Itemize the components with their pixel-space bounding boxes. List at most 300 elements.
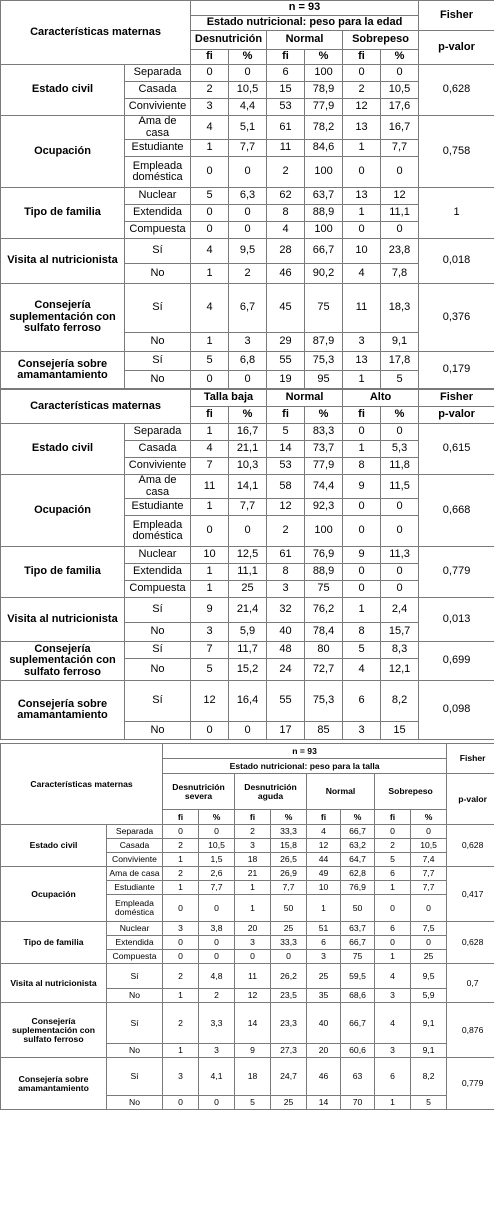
value-cell: 76,2 [305, 598, 343, 623]
pvalue-header: p-valor [419, 31, 494, 65]
value-cell: 48 [267, 642, 305, 659]
value-cell: 27,3 [271, 1044, 307, 1058]
value-cell: 24 [267, 659, 305, 681]
value-cell: 3 [375, 989, 411, 1003]
value-cell: 0 [381, 499, 419, 516]
value-cell: 60,6 [341, 1044, 375, 1058]
value-cell: 8,3 [381, 642, 419, 659]
value-cell: 8 [267, 564, 305, 581]
value-cell: 0 [343, 499, 381, 516]
pct-header: % [341, 810, 375, 825]
value-cell: 9 [343, 475, 381, 499]
value-cell: 44 [307, 853, 341, 867]
row-label: Casada [125, 82, 191, 99]
value-cell: 5,3 [381, 441, 419, 458]
pvalue-cell: 0,628 [447, 922, 494, 964]
value-cell: 33,3 [271, 825, 307, 839]
row-label: Conviviente [107, 853, 163, 867]
value-cell: 3 [229, 333, 267, 352]
value-cell: 26,9 [271, 867, 307, 881]
value-cell: 0 [229, 371, 267, 389]
value-cell: 0 [229, 65, 267, 82]
value-cell: 25 [229, 581, 267, 598]
value-cell: 78,4 [305, 623, 343, 642]
value-cell: 0 [343, 424, 381, 441]
value-cell: 88,9 [305, 564, 343, 581]
fi-header: fi [191, 50, 229, 65]
value-cell: 5 [191, 659, 229, 681]
value-cell: 2,6 [199, 867, 235, 881]
row-label: Nuclear [125, 188, 191, 205]
value-cell: 40 [267, 623, 305, 642]
value-cell: 11,5 [381, 475, 419, 499]
value-cell: 11,1 [229, 564, 267, 581]
value-cell: 12,1 [381, 659, 419, 681]
value-cell: 6,3 [229, 188, 267, 205]
fisher-header: Fisher [419, 1, 494, 31]
section-label: Consejería suplementación con sulfato ferroso [1, 284, 125, 352]
value-cell: 74,4 [305, 475, 343, 499]
value-cell: 32 [267, 598, 305, 623]
value-cell: 12 [307, 839, 341, 853]
fi-header: fi [375, 810, 411, 825]
value-cell: 3 [191, 623, 229, 642]
value-cell: 61 [267, 116, 305, 140]
value-cell: 3 [343, 722, 381, 740]
section-label: Consejería sobre amamantamiento [1, 681, 125, 740]
value-cell: 46 [267, 264, 305, 284]
value-cell: 3 [235, 839, 271, 853]
value-cell: 1 [343, 205, 381, 222]
value-cell: 6 [375, 1058, 411, 1096]
value-cell: 23,5 [271, 989, 307, 1003]
value-cell: 90,2 [305, 264, 343, 284]
value-cell: 61 [267, 547, 305, 564]
value-cell: 17,8 [381, 352, 419, 371]
value-cell: 62,8 [341, 867, 375, 881]
pvalue-header: p-valor [419, 407, 494, 424]
value-cell: 7,7 [229, 499, 267, 516]
pct-header: % [229, 50, 267, 65]
value-cell: 9,5 [411, 964, 447, 989]
row-label: Casada [107, 839, 163, 853]
value-cell: 7,4 [411, 853, 447, 867]
section-label: Tipo de familia [1, 547, 125, 598]
value-cell: 7,7 [381, 140, 419, 157]
value-cell: 0 [191, 205, 229, 222]
section-label: Consejería suplementación con sulfato ferroso [1, 1003, 107, 1058]
value-cell: 78,2 [305, 116, 343, 140]
fi-header: fi [267, 407, 305, 424]
value-cell: 15,8 [271, 839, 307, 853]
value-cell: 7 [191, 458, 229, 475]
value-cell: 10,5 [381, 82, 419, 99]
row-label: Extendida [125, 205, 191, 222]
section-label: Ocupación [1, 475, 125, 547]
row-label: Ama de casa [125, 475, 191, 499]
value-cell: 5 [267, 424, 305, 441]
value-cell: 17 [267, 722, 305, 740]
row-label: Sí [107, 1058, 163, 1096]
pct-header: % [305, 50, 343, 65]
row-label: Casada [125, 441, 191, 458]
row-label: No [125, 264, 191, 284]
value-cell: 49 [307, 867, 341, 881]
group-header: Normal [267, 390, 343, 407]
value-cell: 1,5 [199, 853, 235, 867]
row-label: Separada [125, 424, 191, 441]
value-cell: 8 [267, 205, 305, 222]
value-cell: 6,8 [229, 352, 267, 371]
pvalue-cell: 0,779 [447, 1058, 494, 1110]
value-cell: 4 [191, 284, 229, 333]
pct-header: % [305, 407, 343, 424]
value-cell: 51 [307, 922, 341, 936]
value-cell: 50 [341, 895, 375, 922]
value-cell: 100 [305, 516, 343, 547]
row-label: Compuesta [125, 222, 191, 239]
value-cell: 11,1 [381, 205, 419, 222]
value-cell: 0 [375, 895, 411, 922]
value-cell: 5 [235, 1096, 271, 1110]
value-cell: 53 [267, 458, 305, 475]
value-cell: 0 [229, 157, 267, 188]
value-cell: 0 [199, 895, 235, 922]
value-cell: 78,9 [305, 82, 343, 99]
row-label: Sí [125, 352, 191, 371]
pvalue-cell: 0,018 [419, 239, 494, 284]
value-cell: 2 [163, 964, 199, 989]
value-cell: 66,7 [341, 936, 375, 950]
value-cell: 19 [267, 371, 305, 389]
value-cell: 1 [191, 140, 229, 157]
value-cell: 10,5 [229, 82, 267, 99]
fi-header: fi [267, 50, 305, 65]
value-cell: 7 [191, 642, 229, 659]
value-cell: 3 [163, 922, 199, 936]
table-peso-edad [0, 0, 494, 389]
value-cell: 4 [343, 264, 381, 284]
value-cell: 2 [343, 82, 381, 99]
value-cell: 1 [163, 853, 199, 867]
value-cell: 1 [343, 140, 381, 157]
value-cell: 63 [341, 1058, 375, 1096]
section-label: Visita al nutricionista [1, 598, 125, 642]
value-cell: 84,6 [305, 140, 343, 157]
value-cell: 25 [411, 950, 447, 964]
row-label: No [107, 1096, 163, 1110]
value-cell: 2 [163, 839, 199, 853]
value-cell: 15,2 [229, 659, 267, 681]
value-cell: 10,5 [199, 839, 235, 853]
value-cell: 1 [307, 895, 341, 922]
value-cell: 10 [343, 239, 381, 264]
value-cell: 0 [229, 205, 267, 222]
value-cell: 35 [307, 989, 341, 1003]
value-cell: 75 [305, 284, 343, 333]
value-cell: 21 [235, 867, 271, 881]
value-cell: 0 [381, 581, 419, 598]
value-cell: 1 [375, 881, 411, 895]
value-cell: 5 [375, 853, 411, 867]
value-cell: 24,7 [271, 1058, 307, 1096]
value-cell: 83,3 [305, 424, 343, 441]
value-cell: 12 [343, 99, 381, 116]
value-cell: 13 [343, 116, 381, 140]
value-cell: 9 [343, 547, 381, 564]
value-cell: 10,3 [229, 458, 267, 475]
value-cell: 3 [163, 1058, 199, 1096]
row-label: No [125, 722, 191, 740]
row-label: Empleada doméstica [125, 516, 191, 547]
value-cell: 68,6 [341, 989, 375, 1003]
subtitle-header: Estado nutricional: peso para la talla [163, 759, 447, 774]
value-cell: 25 [307, 964, 341, 989]
pvalue-cell: 0,699 [419, 642, 494, 681]
value-cell: 1 [191, 581, 229, 598]
value-cell: 0 [163, 950, 199, 964]
value-cell: 72,7 [305, 659, 343, 681]
section-label: Tipo de familia [1, 188, 125, 239]
value-cell: 0 [381, 424, 419, 441]
section-label: Consejería sobre amamantamiento [1, 352, 125, 389]
pvalue-cell: 1 [419, 188, 494, 239]
group-header: Normal [267, 31, 343, 50]
value-cell: 10,5 [411, 839, 447, 853]
value-cell: 0 [411, 936, 447, 950]
section-label: Visita al nutricionista [1, 964, 107, 1003]
pvalue-cell: 0,668 [419, 475, 494, 547]
value-cell: 15 [381, 722, 419, 740]
value-cell: 3 [307, 950, 341, 964]
row-label: Conviviente [125, 458, 191, 475]
value-cell: 6 [375, 867, 411, 881]
row-label: Ama de casa [125, 116, 191, 140]
pct-header: % [199, 810, 235, 825]
value-cell: 63,7 [341, 922, 375, 936]
value-cell: 3 [343, 333, 381, 352]
value-cell: 5 [381, 371, 419, 389]
value-cell: 77,9 [305, 99, 343, 116]
section-label: Visita al nutricionista [1, 239, 125, 284]
value-cell: 63,7 [305, 188, 343, 205]
group-header: Normal [307, 774, 375, 810]
value-cell: 0 [411, 895, 447, 922]
value-cell: 73,7 [305, 441, 343, 458]
characteristics-header: Características maternas [1, 1, 191, 65]
value-cell: 18 [235, 853, 271, 867]
value-cell: 80 [305, 642, 343, 659]
group-header: Sobrepeso [375, 774, 447, 810]
value-cell: 14 [235, 1003, 271, 1044]
value-cell: 75,3 [305, 352, 343, 371]
value-cell: 0 [229, 222, 267, 239]
pvalue-cell: 0,615 [419, 424, 494, 475]
value-cell: 1 [375, 1096, 411, 1110]
value-cell: 0 [229, 722, 267, 740]
value-cell: 0 [199, 936, 235, 950]
value-cell: 45 [267, 284, 305, 333]
value-cell: 100 [305, 157, 343, 188]
value-cell: 2 [229, 264, 267, 284]
value-cell: 0 [191, 222, 229, 239]
value-cell: 16,7 [381, 116, 419, 140]
value-cell: 1 [191, 564, 229, 581]
pvalue-cell: 0,179 [419, 352, 494, 389]
value-cell: 8,2 [381, 681, 419, 722]
value-cell: 0 [235, 950, 271, 964]
pvalue-cell: 0,7 [447, 964, 494, 1003]
pvalue-cell: 0,013 [419, 598, 494, 642]
value-cell: 9,5 [229, 239, 267, 264]
value-cell: 6 [267, 65, 305, 82]
value-cell: 26,2 [271, 964, 307, 989]
value-cell: 4 [191, 239, 229, 264]
pvalue-cell: 0,758 [419, 116, 494, 188]
value-cell: 92,3 [305, 499, 343, 516]
value-cell: 25 [271, 1096, 307, 1110]
fi-header: fi [343, 50, 381, 65]
value-cell: 0 [381, 157, 419, 188]
value-cell: 16,7 [229, 424, 267, 441]
value-cell: 70 [341, 1096, 375, 1110]
value-cell: 3,3 [199, 1003, 235, 1044]
value-cell: 20 [307, 1044, 341, 1058]
value-cell: 12 [381, 188, 419, 205]
value-cell: 7,7 [271, 881, 307, 895]
value-cell: 9,1 [411, 1003, 447, 1044]
pvalue-cell: 0,417 [447, 867, 494, 922]
value-cell: 15,7 [381, 623, 419, 642]
section-label: Ocupación [1, 867, 107, 922]
value-cell: 75 [305, 581, 343, 598]
row-label: Sí [125, 284, 191, 333]
pct-header: % [381, 407, 419, 424]
value-cell: 14 [307, 1096, 341, 1110]
value-cell: 23,8 [381, 239, 419, 264]
value-cell: 14 [267, 441, 305, 458]
value-cell: 50 [271, 895, 307, 922]
value-cell: 64,7 [341, 853, 375, 867]
value-cell: 46 [307, 1058, 341, 1096]
row-label: Empleada doméstica [125, 157, 191, 188]
row-label: No [125, 371, 191, 389]
value-cell: 0 [343, 581, 381, 598]
value-cell: 100 [305, 222, 343, 239]
value-cell: 0 [191, 722, 229, 740]
table-talla-edad [0, 389, 494, 740]
value-cell: 0 [381, 516, 419, 547]
n-label: n = 93 [163, 744, 447, 759]
value-cell: 2 [163, 1003, 199, 1044]
row-label: Nuclear [125, 547, 191, 564]
value-cell: 4 [267, 222, 305, 239]
value-cell: 62 [267, 188, 305, 205]
value-cell: 7,8 [381, 264, 419, 284]
value-cell: 8,2 [411, 1058, 447, 1096]
value-cell: 0 [191, 65, 229, 82]
value-cell: 1 [375, 950, 411, 964]
value-cell: 2 [191, 82, 229, 99]
value-cell: 12,5 [229, 547, 267, 564]
value-cell: 10 [307, 881, 341, 895]
value-cell: 2 [267, 157, 305, 188]
value-cell: 18 [235, 1058, 271, 1096]
value-cell: 11 [235, 964, 271, 989]
pct-header: % [229, 407, 267, 424]
value-cell: 23,3 [271, 1003, 307, 1044]
value-cell: 0 [191, 516, 229, 547]
section-label: Ocupación [1, 116, 125, 188]
section-label: Consejería suplementación con sulfato ferroso [1, 642, 125, 681]
value-cell: 0 [191, 157, 229, 188]
pct-header: % [381, 50, 419, 65]
value-cell: 5,1 [229, 116, 267, 140]
value-cell: 7,5 [411, 922, 447, 936]
pvalue-cell: 0,876 [447, 1003, 494, 1058]
pvalue-cell: 0,098 [419, 681, 494, 740]
value-cell: 0 [163, 895, 199, 922]
value-cell: 0 [163, 936, 199, 950]
value-cell: 87,9 [305, 333, 343, 352]
value-cell: 16,4 [229, 681, 267, 722]
fi-header: fi [343, 407, 381, 424]
row-label: Estudiante [107, 881, 163, 895]
value-cell: 58 [267, 475, 305, 499]
row-label: Empleada doméstica [107, 895, 163, 922]
value-cell: 13 [343, 352, 381, 371]
value-cell: 53 [267, 99, 305, 116]
row-label: No [107, 989, 163, 1003]
row-label: No [107, 1044, 163, 1058]
value-cell: 1 [235, 881, 271, 895]
row-label: No [125, 659, 191, 681]
group-header: Talla baja [191, 390, 267, 407]
fi-header: fi [235, 810, 271, 825]
row-label: Extendida [125, 564, 191, 581]
value-cell: 13 [343, 188, 381, 205]
value-cell: 3 [375, 1044, 411, 1058]
section-label: Tipo de familia [1, 922, 107, 964]
characteristics-header: Características maternas [1, 744, 163, 825]
value-cell: 3 [235, 936, 271, 950]
value-cell: 0 [199, 1096, 235, 1110]
value-cell: 2,4 [381, 598, 419, 623]
value-cell: 9,1 [381, 333, 419, 352]
value-cell: 12 [267, 499, 305, 516]
row-label: Compuesta [125, 581, 191, 598]
value-cell: 0 [163, 1096, 199, 1110]
value-cell: 1 [163, 1044, 199, 1058]
pvalue-cell: 0,628 [447, 825, 494, 867]
row-label: Sí [125, 239, 191, 264]
section-label: Consejería sobre amamantamiento [1, 1058, 107, 1110]
value-cell: 1 [343, 441, 381, 458]
pct-header: % [411, 810, 447, 825]
value-cell: 1 [343, 371, 381, 389]
row-label: Sí [125, 642, 191, 659]
value-cell: 0 [411, 825, 447, 839]
row-label: Estudiante [125, 140, 191, 157]
n-label: n = 93 [191, 1, 419, 16]
value-cell: 1 [191, 333, 229, 352]
value-cell: 1 [191, 264, 229, 284]
value-cell: 75 [341, 950, 375, 964]
row-label: Estudiante [125, 499, 191, 516]
value-cell: 4 [307, 825, 341, 839]
value-cell: 5,9 [411, 989, 447, 1003]
fi-header: fi [163, 810, 199, 825]
